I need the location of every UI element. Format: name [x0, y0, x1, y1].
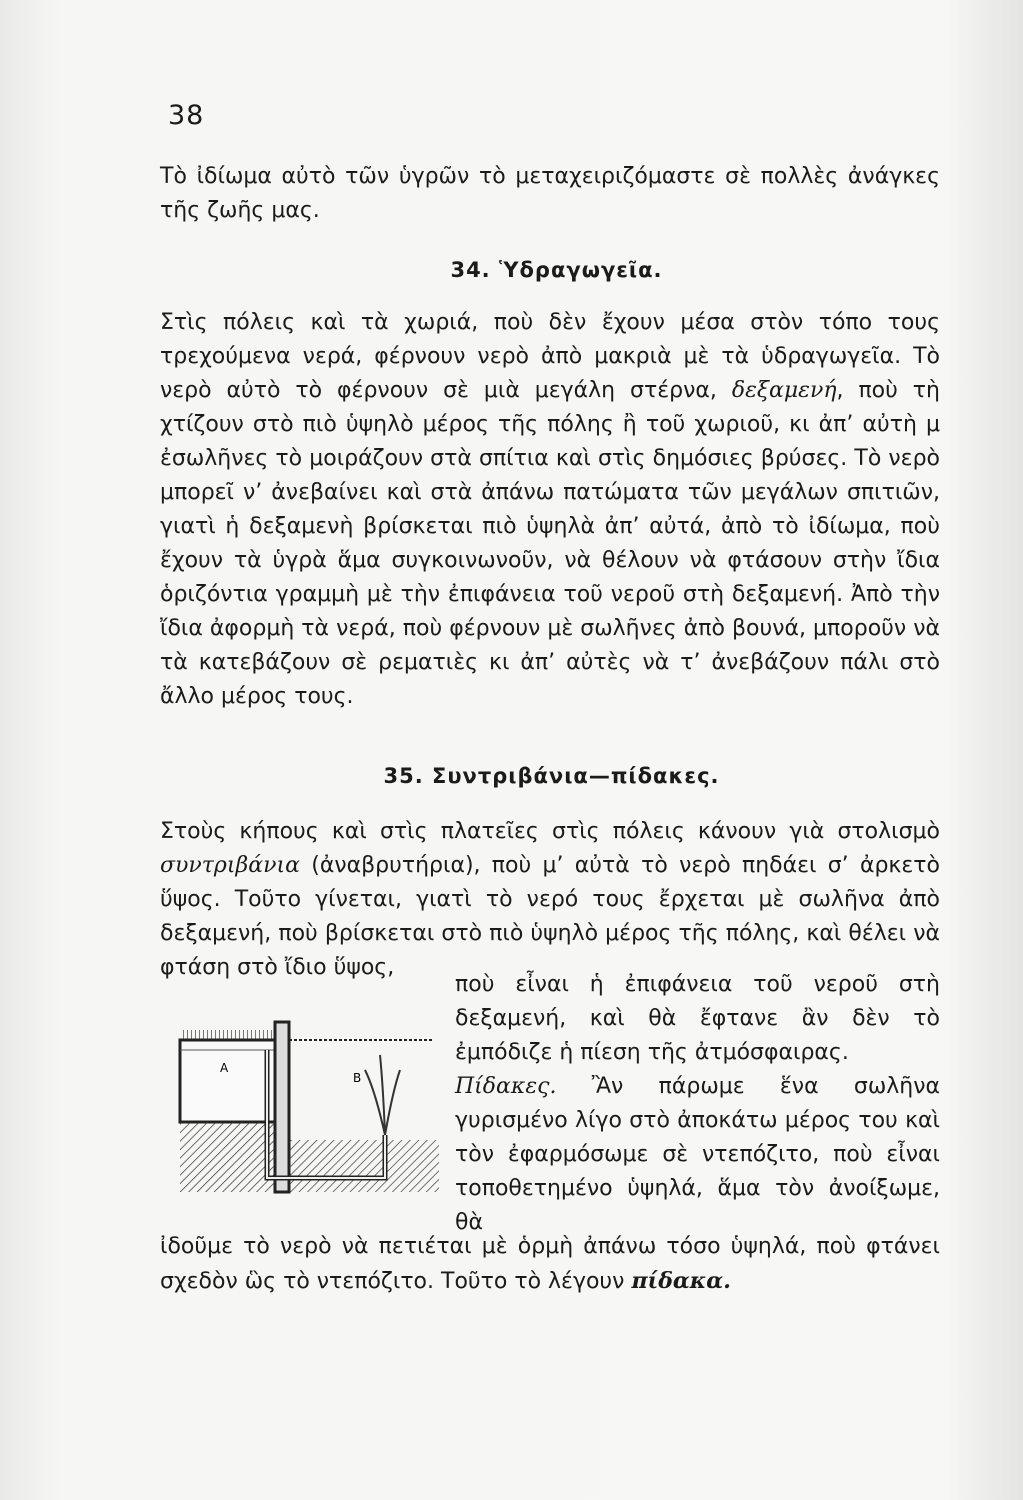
term-jet: πίδακα. — [631, 1268, 731, 1294]
section-35-paragraph-2-cont — [160, 1230, 940, 1299]
section-35-text-b: (ἀναβρυτήρια), ποὺ μ’ αὐτὰ τὸ νερὸ πηδάει σ’ ἀρκετὸ ὕψος. Τοῦτο γίνεται, γιατὶ τὸ νερό τους ἔρχεται μὲ σωλῆνα ἀπὸ δεξαμενή, ποὺ βρίσκεται στὸ πιὸ ὑψηλὸ μέρος τῆς πόλης, καὶ θέλει νὰ φτάση στὸ ἴδιο ὕψος, — [160, 853, 940, 980]
section-34-text-a: Στὶς πόλεις καὶ τὰ χωριά, ποὺ δὲν ἔχουν μέσα στὸν τόπο τους τρεχούμενα νερά, φέρνουν νερὸ ἀπὸ μακριὰ μὲ τὰ ὑδραγωγεῖα. Τὸ νερὸ αὐτὸ τὸ φέρνουν σὲ μιὰ μεγάλη στέρνα, — [160, 310, 940, 403]
water-jet — [365, 1055, 400, 1135]
section-35-heading: 35. Συντριβάνια—πίδακες. — [383, 764, 720, 788]
term-fountains: συντριβάνια — [160, 853, 300, 878]
tank-wall — [275, 1022, 289, 1192]
section-35-body-bottom — [160, 1230, 940, 1299]
section-35-paragraph-1-cont: ποὺ εἶναι ἡ ἐπιφάνεια τοῦ νεροῦ στὴ δεξαμενή, καὶ θὰ ἔφτανε ἂν δὲν τὸ ἐμπόδιζε ἡ πίεση τῆς ἀτμόσφαιρας. — [455, 972, 940, 1065]
section-35-paragraph-2 — [455, 1070, 940, 1240]
section-35-paragraph-1 — [160, 815, 940, 985]
section-35-text-e: ἰδοῦμε τὸ νερὸ νὰ πετιέται μὲ ὁρμὴ ἀπάνω τόσο ὑψηλά, ποὺ φτάνει σχεδὸν ὣς τὸ ντεπόζιτο. Τοῦτο τὸ λέγουν — [160, 1234, 940, 1294]
section-35-body-right — [455, 968, 940, 1240]
section-34-body — [160, 306, 940, 714]
fountain-diagram — [175, 1010, 440, 1200]
intro-text: Τὸ ἰδίωμα αὐτὸ τῶν ὑγρῶν τὸ μεταχειριζόμαστε σὲ πολλὲς ἀνάγκες τῆς ζωῆς μας. — [160, 164, 940, 223]
intro-paragraph — [160, 160, 940, 228]
section-34-paragraph — [160, 306, 940, 714]
term-reservoir: δεξαμενή — [731, 378, 837, 403]
tank — [180, 1040, 275, 1122]
label-b: Β — [353, 1071, 362, 1085]
section-35-text-d: Ἂν πάρωμε ἕνα σωλῆνα γυρισμένο λίγο στὸ ἀποκάτω μέρος του καὶ τὸν ἐφαρμόσωμε σὲ ντεπόζιτο, ποὺ εἶναι τοποθετημένο ὑψηλά, ἅμα τὸν ἀνοίξωμε, θὰ — [455, 1074, 940, 1235]
section-34-text-b: , ποὺ τὴ χτίζουν στὸ πιὸ ὑψηλὸ μέρος τῆς πόλης ἢ τοῦ χωριοῦ, κι ἀπ’ αὐτὴ μ ἐσωλῆνες τὸ μοιράζουν στὰ σπίτια καὶ στὶς δημόσιες βρύσες. Τὸ νερὸ μπορεῖ ν’ ἀνεβαίνει καὶ στὰ ἀπάνω πατώματα τῶν μεγάλων σπιτιῶν, γιατὶ ἡ δεξαμενὴ βρίσκεται πιὸ ὑψηλὰ ἀπ’ αὐτά, ἀπὸ τὸ ἰδίωμα, ποὺ ἔχουν τὰ ὑγρὰ ἅμα συγκοινωνοῦν, νὰ θέλουν νὰ φτάσουν στὴν ἴδια ὁριζόντια γραμμὴ μὲ τὴν ἐπιφάνεια τοῦ νεροῦ στὴ δεξαμενή. Ἀπὸ τὴν ἴδια ἀφορμὴ τὰ νερά, ποὺ φέρνουν μὲ σωλῆνες ἀπὸ βουνά, μποροῦν νὰ τὰ κατεβάζουν σὲ ρεματιὲς κι ἀπ’ αὐτὲς νὰ τ’ ἀνεβάζουν πάλι στὸ ἄλλο μέρος τους. — [160, 378, 940, 709]
ground-right — [289, 1140, 439, 1192]
label-a: Α — [220, 1061, 229, 1075]
section-35-text-a: Στοὺς κήπους καὶ στὶς πλατεῖες στὶς πόλεις κάνουν γιὰ στολισμὸ — [160, 819, 940, 844]
term-jets: Πίδακες. — [455, 1074, 557, 1099]
ground-left — [180, 1122, 275, 1192]
page-number: 38 — [168, 100, 205, 131]
section-34-heading: 34. Ὑδραγωγεῖα. — [450, 258, 663, 282]
section-35-body-top — [160, 815, 940, 985]
